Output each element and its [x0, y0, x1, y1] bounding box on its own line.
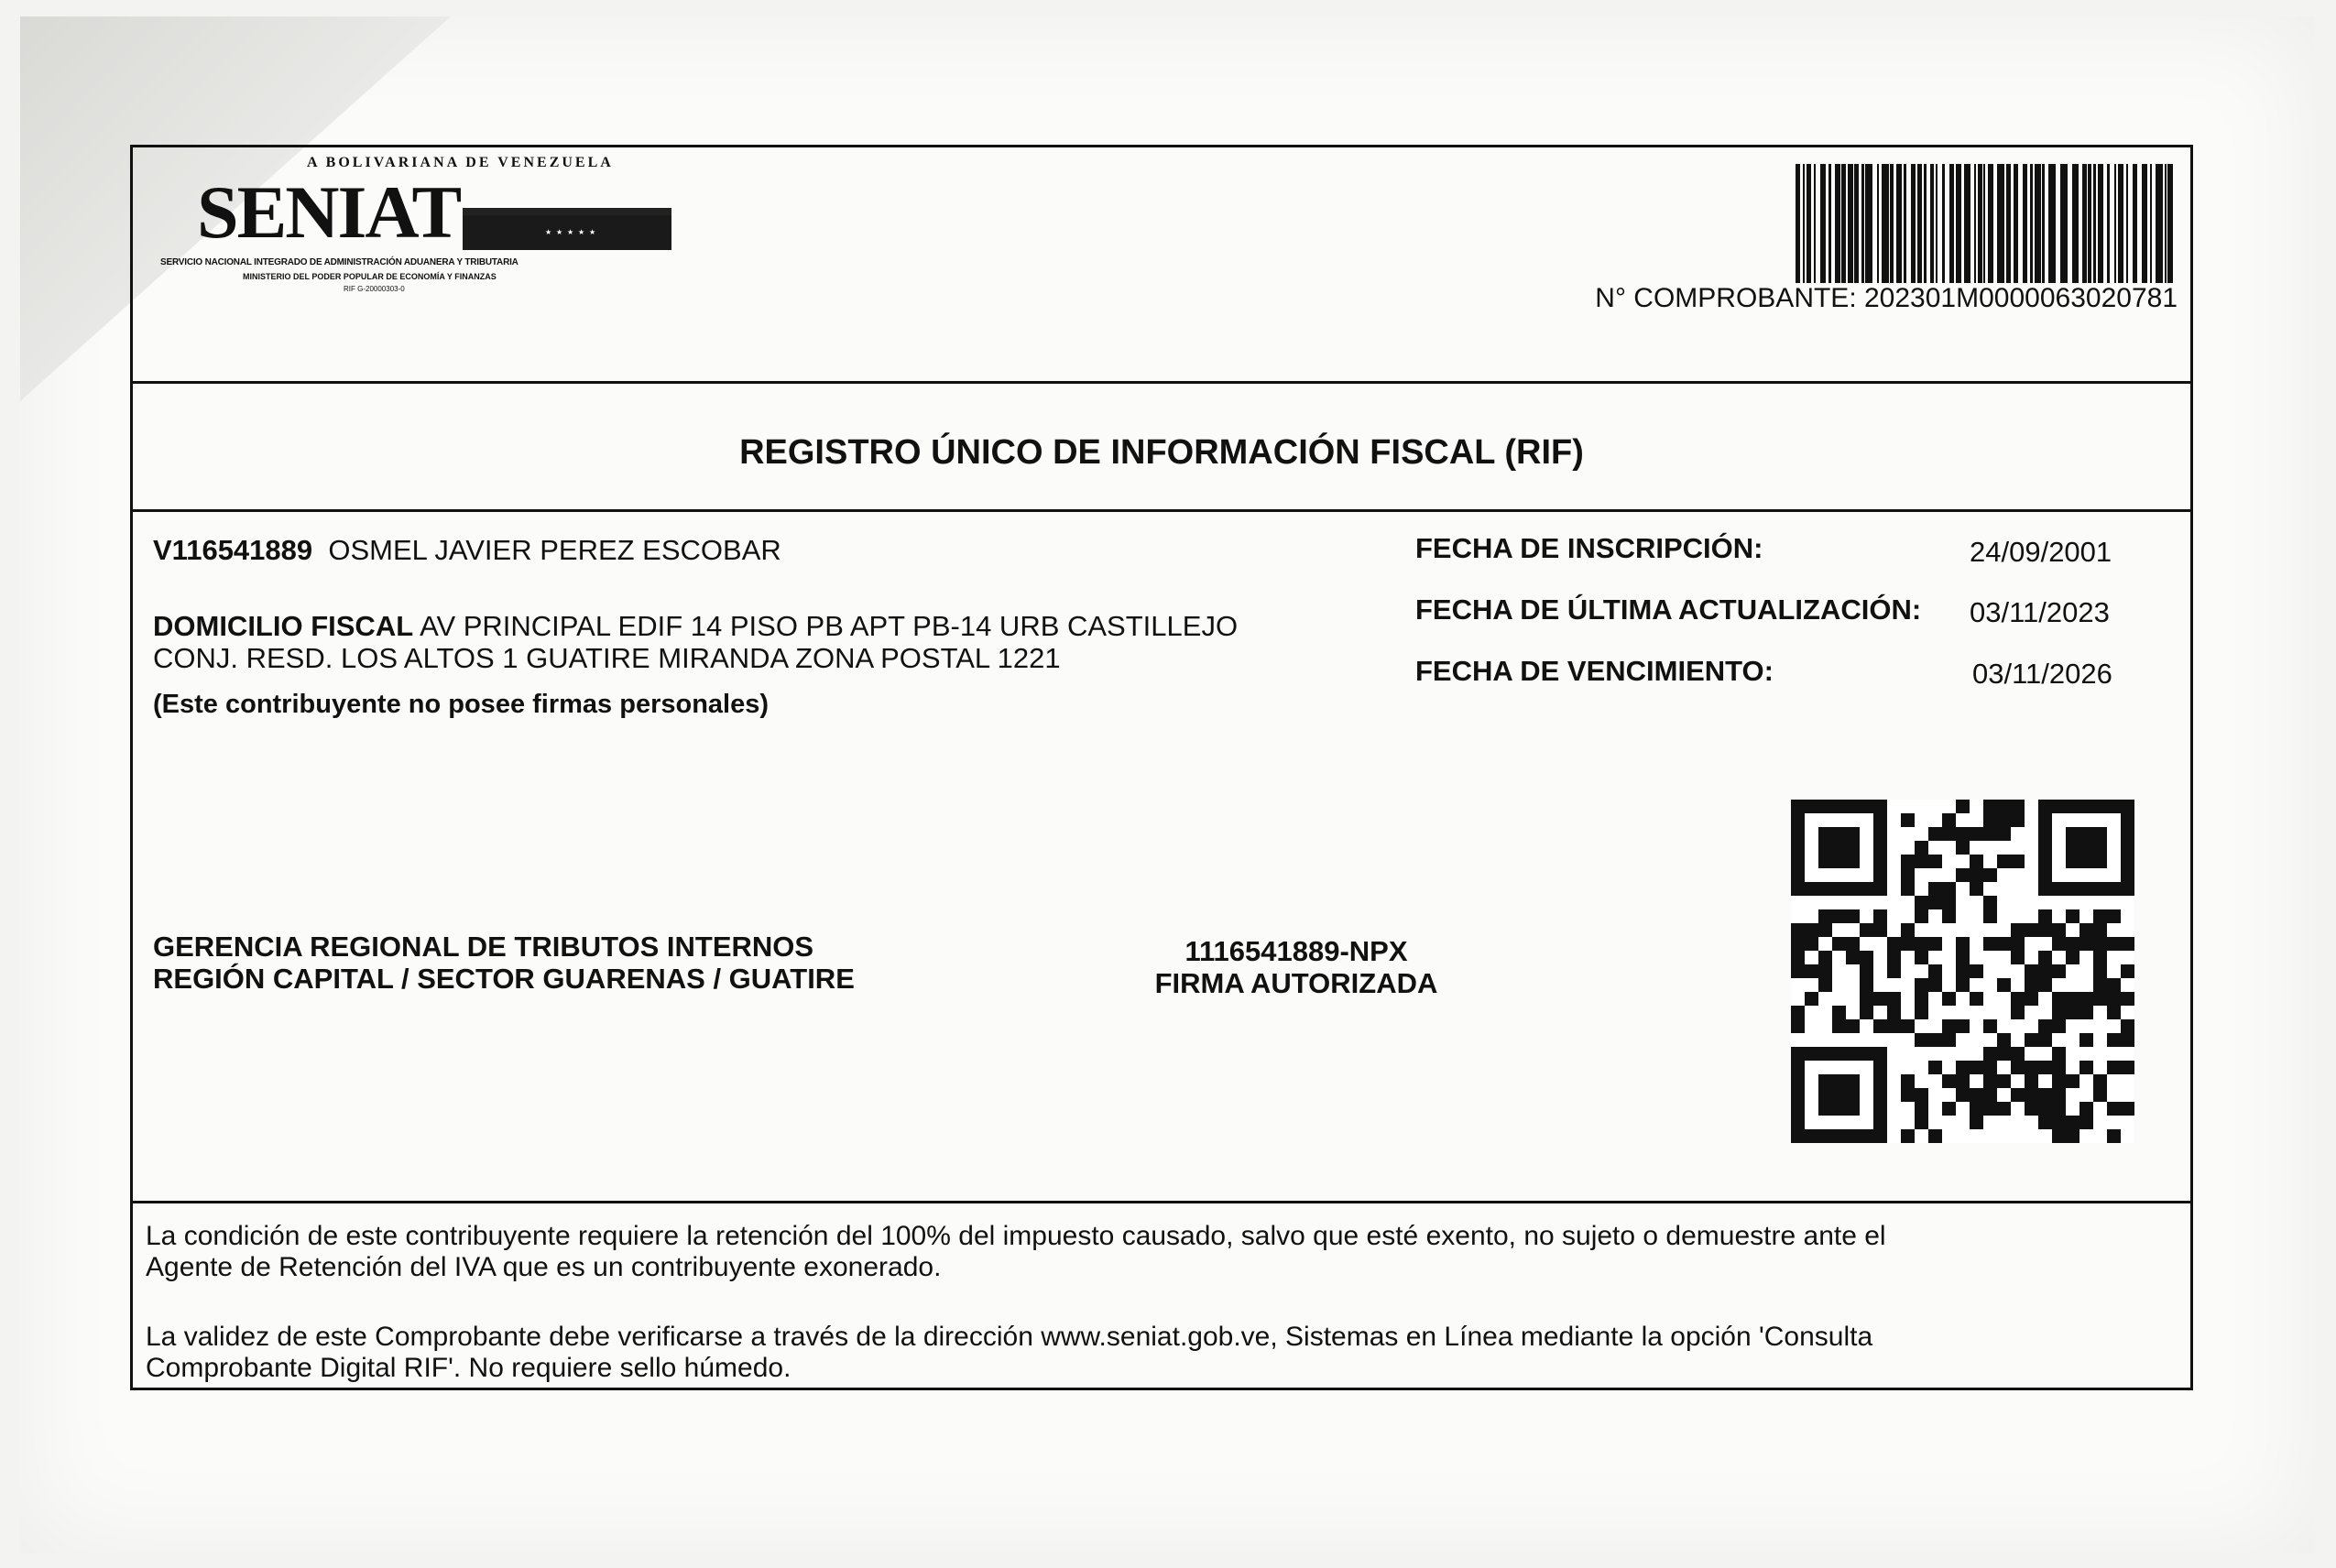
vencimiento-value: 03/11/2026 — [1972, 658, 2112, 690]
rif-certificate — [130, 145, 2193, 1390]
logo-top-text: A BOLIVARIANA DE VENEZUELA — [307, 155, 614, 170]
taxpayer-name: OSMEL JAVIER PEREZ ESCOBAR — [328, 534, 781, 566]
barcode-bar — [1964, 164, 1970, 283]
barcode-bar — [1882, 164, 1889, 283]
comprobante — [1595, 283, 2178, 314]
barcode-bar — [1904, 164, 1906, 283]
firma-code: 1116541889-NPX — [1184, 935, 1408, 967]
barcode-bar — [1890, 164, 1894, 283]
barcode-bar — [2023, 164, 2027, 283]
barcode-bar — [2150, 164, 2152, 283]
barcode-bar — [1896, 164, 1902, 283]
divider — [133, 1201, 2190, 1203]
barcode-bar — [2133, 164, 2137, 283]
barcode-bar — [2035, 164, 2041, 283]
barcode-bar — [2014, 164, 2018, 283]
vencimiento-label: FECHA DE VENCIMIENTO: — [1415, 655, 1774, 687]
barcode-bar — [1974, 164, 1976, 283]
barcode-bar — [1956, 164, 1961, 283]
gerencia-line-2: REGIÓN CAPITAL / SECTOR GUARENAS / GUATIRE — [153, 963, 855, 995]
barcode-bar — [2006, 164, 2011, 283]
barcode-bar — [2030, 164, 2033, 283]
retencion-line-1: La condición de este contribuyente requiere la retención del 100% del impuesto causado, salvo que esté exento, no sujeto o demuestre ante el — [146, 1221, 1886, 1251]
comprobante-number: 202301M0000063020781 — [1864, 283, 2178, 313]
barcode-bar — [1997, 164, 2004, 283]
barcode-bar — [1820, 164, 1826, 283]
barcode-bar — [1807, 164, 1811, 283]
logo-subtitle-1: SERVICIO NACIONAL INTEGRADO DE ADMINISTRACIÓN ADUANERA Y TRIBUTARIA — [160, 257, 519, 267]
actualizacion-value: 03/11/2023 — [1970, 596, 2110, 628]
logo-subtitle-3: RIF G-20000303-0 — [344, 285, 405, 293]
barcode-bar — [1988, 164, 1993, 283]
domicilio-value-2: CONJ. RESD. LOS ALTOS 1 GUATIRE MIRANDA ZONA POSTAL 1221 — [153, 642, 1061, 674]
domicilio-label: DOMICILIO FISCAL — [153, 610, 414, 642]
retencion-line-2: Agente de Retención del IVA que es un contribuyente exonerado. — [146, 1252, 942, 1282]
barcode-bar — [2142, 164, 2147, 283]
validez-line-1: La validez de este Comprobante debe verificarse a través de la dirección www.seniat.gob.ve, Sistemas en Línea mediante la opción 'Consulta — [146, 1322, 1873, 1352]
venezuela-flag-icon: ★ ★ ★ ★ ★ — [463, 208, 671, 250]
firma-label: FIRMA AUTORIZADA — [1154, 967, 1438, 999]
barcode-bar — [1814, 164, 1816, 283]
divider — [133, 381, 2190, 384]
barcode-bar — [2165, 164, 2167, 283]
barcode-bar — [1828, 164, 1831, 283]
barcode-bar — [1917, 164, 1922, 283]
taxpayer-rif: V116541889 — [153, 534, 313, 566]
barcode-bar — [2167, 164, 2173, 283]
barcode-bar — [1978, 164, 1982, 283]
validez-line-2: Comprobante Digital RIF'. No requiere sello húmedo. — [146, 1353, 791, 1383]
retencion-notice — [146, 1221, 2179, 1283]
barcode-bar — [1930, 164, 1934, 283]
barcode-bar — [2082, 164, 2087, 283]
barcode-bar — [1861, 164, 1864, 283]
barcode-bar — [1983, 164, 1985, 283]
actualizacion-label: FECHA DE ÚLTIMA ACTUALIZACIÓN: — [1415, 593, 1922, 626]
barcode-bar — [2072, 164, 2079, 283]
barcode-bar — [1848, 164, 1853, 283]
barcode-bar — [2093, 164, 2096, 283]
barcode-bar — [1877, 164, 1879, 283]
qr-code-icon — [1791, 800, 2134, 1143]
barcode-bar — [2098, 164, 2103, 283]
divider — [133, 509, 2190, 512]
barcode-bar — [1796, 164, 1800, 283]
barcode-bar — [1841, 164, 1846, 283]
barcode-bar — [2126, 164, 2128, 283]
taxpayer-line — [153, 534, 781, 567]
barcode-bar — [2107, 164, 2110, 283]
barcode-bar — [2042, 164, 2045, 283]
firmas-note: (Este contribuyente no posee firmas personales) — [153, 690, 770, 719]
seniat-logo — [142, 155, 673, 301]
barcode-bar — [1942, 164, 1945, 283]
barcode-bar — [1911, 164, 1916, 283]
domicilio-value-1: AV PRINCIPAL EDIF 14 PISO PB APT PB-14 URB CASTILLEJO — [420, 610, 1239, 642]
barcode-icon — [1796, 164, 2180, 283]
domicilio-line-1 — [153, 610, 1238, 643]
barcode-bar — [1949, 164, 1954, 283]
barcode-bar — [2060, 164, 2068, 283]
gerencia-line-1: GERENCIA REGIONAL DE TRIBUTOS INTERNOS — [153, 931, 814, 963]
barcode-bar — [1924, 164, 1927, 283]
barcode-bar — [1936, 164, 1938, 283]
validez-notice — [146, 1322, 2179, 1384]
barcode-bar — [2088, 164, 2091, 283]
document-title: REGISTRO ÚNICO DE INFORMACIÓN FISCAL (RIF) — [739, 433, 1584, 472]
barcode-bar — [2048, 164, 2056, 283]
barcode-bar — [1803, 164, 1805, 283]
barcode-bar — [2118, 164, 2123, 283]
comprobante-label: N° COMPROBANTE: — [1595, 283, 1857, 313]
inscripcion-value: 24/09/2001 — [1970, 536, 2112, 568]
barcode-bar — [1865, 164, 1872, 283]
barcode-bar — [1854, 164, 1859, 283]
logo-wordmark: SENIAT — [197, 170, 461, 254]
barcode-bar — [2156, 164, 2163, 283]
barcode-bar — [2114, 164, 2116, 283]
barcode-bar — [1835, 164, 1840, 283]
logo-subtitle-2: MINISTERIO DEL PODER POPULAR DE ECONOMÍA Y FINANZAS — [243, 272, 497, 281]
inscripcion-label: FECHA DE INSCRIPCIÓN: — [1415, 532, 1763, 564]
